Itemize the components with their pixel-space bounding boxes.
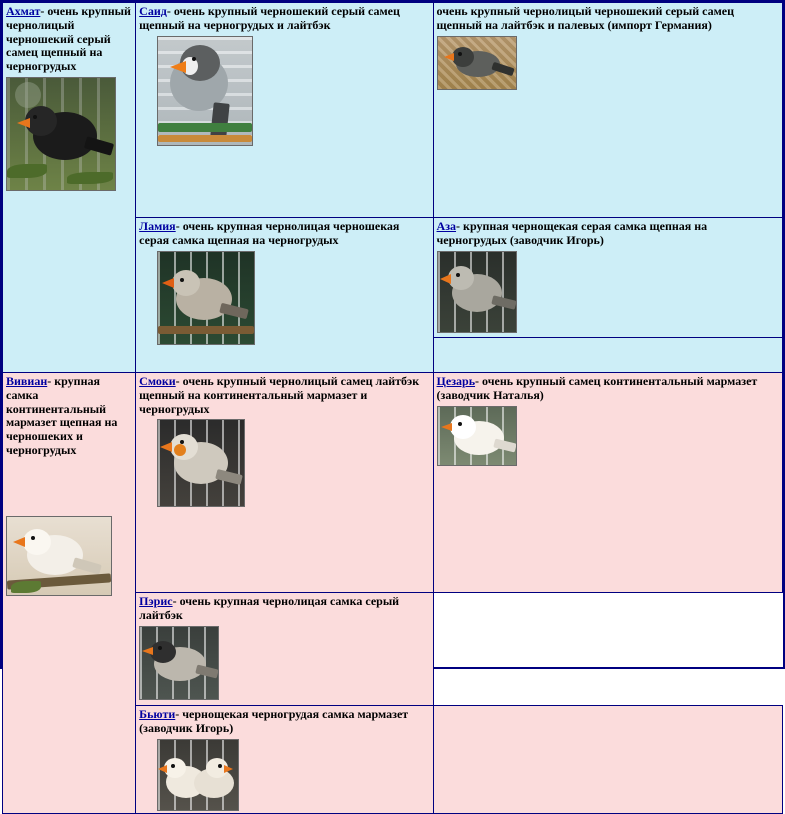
cell-akhmat [3,3,136,373]
entry-akhmat [6,5,132,74]
entry-desc: крупная самка континентальный мармазет щепная на черношеких и черногрудых [6,374,118,457]
entry-desc: очень крупный чернолицый черношекий серый самец щепный на черногрудых [6,4,131,74]
entry-name[interactable]: Ахмат [6,4,41,18]
entry-name[interactable]: Вивиан [6,374,48,388]
photo-white-finch-cage [437,406,517,466]
photo-grey-finch-cage [437,251,517,333]
photo-orange-cheek-finch [157,419,245,507]
entry-dash: - [40,4,45,18]
photo-pale-finch-on-branch [6,516,112,596]
entry-desc: очень крупная чернолицая черношекая серая самка щепная на черногрудых [139,219,400,247]
entry-lamia [139,220,429,248]
photo-finch-on-wire-cage [139,626,219,700]
entry-dash: - [175,219,180,233]
entry-name[interactable]: Бьюти [139,707,176,721]
entry-desc: очень крупная чернолицая самка серый лайтбэк [139,594,400,622]
entry-name[interactable]: Цезарь [436,374,476,388]
entry-dash: - [175,707,180,721]
cell-blue-empty-right [433,338,782,373]
entry-dash: - [166,4,171,18]
entry-name[interactable]: Ламия [139,219,176,233]
entry-desc: очень крупный чернолицый самец лайтбэк щепный на континентальный мармазет и черногрудых [139,374,420,416]
entry-dash: - [172,594,177,608]
entry-smoky [139,375,429,416]
entry-name[interactable]: Пэрис [139,594,173,608]
table-row [3,3,783,218]
photo-finch-on-wicker [437,36,517,90]
photo-dark-finch-on-grass [6,77,116,191]
cell-paris [136,593,433,706]
entry-import-male [437,5,779,33]
entry-dash: - [475,374,480,388]
entry-beauty [139,708,429,736]
cell-lamia [136,218,433,373]
entry-cesar [437,375,779,403]
entry-dash: - [47,374,52,388]
cell-smoky [136,373,433,593]
entry-desc: очень крупный черношекий серый самец щепный на черногрудых и лайтбэк [139,4,400,32]
entry-dash: - [456,219,461,233]
entry-dash: - [175,374,180,388]
cell-pink-empty-right [433,706,782,814]
pairs-table [2,2,783,814]
cell-beauty [136,706,433,814]
entry-said [139,5,429,33]
entry-desc: очень крупный чернолицый черношекий серый самец щепный на лайтбэк и палевых (импорт Германия) [436,4,735,32]
entry-desc: чернощекая черногрудая самка мармазет (заводчик Игорь) [139,707,409,735]
cell-aza [433,218,782,338]
entry-name[interactable]: Саид [139,4,167,18]
entry-desc: крупная чернощекая серая самка щепная на черногрудых (заводчик Игорь) [436,219,708,247]
entry-vivian [6,375,132,458]
photo-orange-beak-finch-on-siding [157,36,253,146]
cell-vivian [3,373,136,814]
photo-two-pale-finches [157,739,239,811]
cell-cesar [433,373,782,593]
cell-said [136,3,433,218]
cell-import-germany-male [433,3,782,218]
entry-name[interactable]: Аза [436,219,457,233]
photo-finch-in-cage-green [157,251,255,345]
entry-name[interactable]: Смоки [139,374,176,388]
entry-aza [437,220,779,248]
table-row [3,373,783,593]
entry-desc: очень крупный самец континентальный мармазет (заводчик Наталья) [436,374,758,402]
entry-paris [139,595,429,623]
